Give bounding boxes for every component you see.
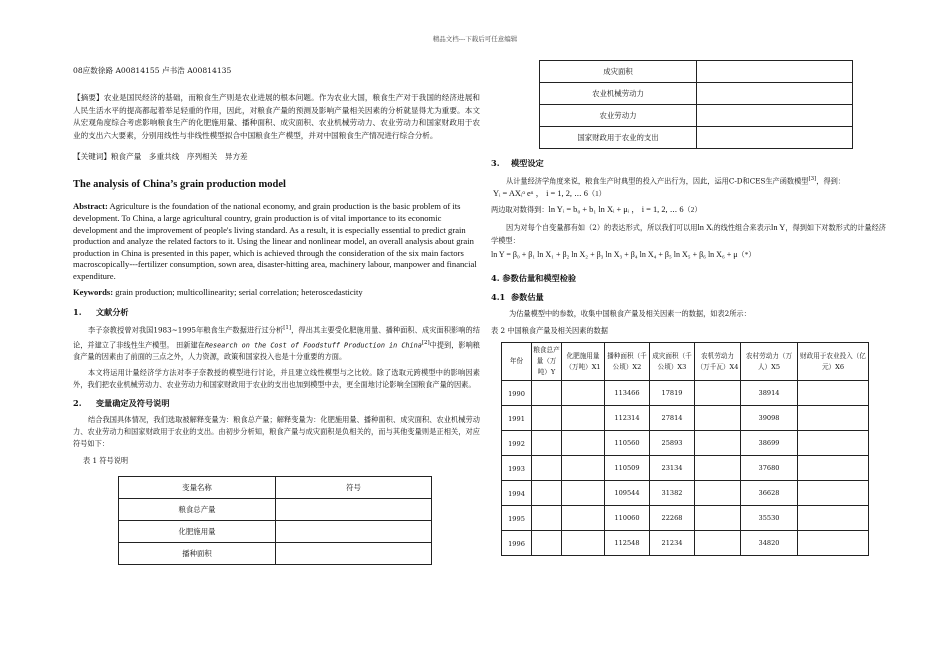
keywords-cn-text: 粮食产量 多重共线 序列相关 异方差 <box>110 152 248 162</box>
table-cell: 112314 <box>605 406 650 431</box>
equation-3 <box>491 248 891 262</box>
table-cell <box>562 456 605 481</box>
table-cell <box>276 520 432 542</box>
table-cell: 国家财政用于农业的支出 <box>540 127 697 149</box>
section-2-number: 2. <box>73 397 82 408</box>
table-row <box>502 456 869 481</box>
section-1-title: 文献分析 <box>95 307 129 318</box>
year-cell: 1991 <box>502 406 532 431</box>
authors-line: 08应数徐路 A00814155 卢书浩 A00814135 <box>73 66 232 75</box>
table-cell: 21234 <box>650 531 695 556</box>
table-header-cell: 符号 <box>276 476 432 498</box>
abstract-en-label: Abstract: <box>73 201 108 212</box>
table-row <box>540 61 853 83</box>
table-cell: 109544 <box>605 481 650 506</box>
table-2-caption: 表 2 中国粮食产量及相关因素的数据 <box>491 326 608 336</box>
s1p1-part-c: ，得出其主要受化肥施用量、播种面积、成灾面积影响的结论，并建立了非线性生产模型。 田新建在 <box>73 325 480 349</box>
table-cell <box>697 61 853 83</box>
table-cell: 25893 <box>650 431 695 456</box>
citation-3: [3] <box>808 176 817 182</box>
table-cell: 110509 <box>605 456 650 481</box>
section-4-heading <box>491 272 891 285</box>
header-watermark: 精品文档---下载后可任意编辑 <box>432 35 518 43</box>
s1p1-part-a: 李子奈教授曾对我国1983 <box>88 325 172 335</box>
table-cell <box>695 431 741 456</box>
section-4-title: 参数估量和模型检验 <box>502 273 577 284</box>
table-cell <box>532 406 562 431</box>
table-cell <box>798 406 869 431</box>
table-row <box>502 531 869 556</box>
table-cell <box>697 105 853 127</box>
table-cell <box>532 506 562 531</box>
equation-1 <box>491 187 891 201</box>
section-4-1-heading <box>491 291 891 304</box>
section-4-para: 为估量模型中的参数，收集中国粮食产量及相关因素一的数据，如表2所示： <box>509 309 751 319</box>
table-row <box>502 406 869 431</box>
table-cell: 34820 <box>741 531 798 556</box>
column-header: 农机劳动力（万千瓦）X4 <box>695 343 741 381</box>
table-1-caption: 表 1 符号说明 <box>83 455 129 465</box>
column-header: 粮食总产量（万吨）Y <box>532 343 562 381</box>
table-cell <box>276 498 432 520</box>
equation-2 <box>491 203 891 217</box>
inline-ln-y: ln Y <box>771 223 786 233</box>
table-cell <box>562 381 605 406</box>
column-header: 年份 <box>502 343 532 381</box>
equation-3-number: （*） <box>737 251 756 260</box>
equation-2-body: ln Yᵢ = b₀ + b₁ ln Xᵢ + μᵢ ， i = 1, 2, ⋯ 6 <box>548 205 684 215</box>
table-row <box>502 431 869 456</box>
year-cell: 1996 <box>502 531 532 556</box>
table-cell: 22268 <box>650 506 695 531</box>
table-cell: 113466 <box>605 381 650 406</box>
table-cell: 农业机械劳动力 <box>540 83 697 105</box>
right-column <box>491 60 891 556</box>
section-1-number: 1. <box>73 307 82 318</box>
table-cell <box>798 456 869 481</box>
table-cell: 39098 <box>741 406 798 431</box>
abstract-cn-text: 农业是国民经济的基础，而粮食生产则是农业进展的根本问题。作为农业大国，粮食生产对于我国的经济进展和人民生活水平的提高都起着举足轻重的作用，因此，对粮食产量的预测及影响产量相关因素的分析就显得尤为重要。本文从宏观角度综合考虑影响粮食生产的化肥施用量、播种面积、成灾面积、农业机械劳动力、农业劳动力和国家财政用于农业的支出六大要素，分别用线性与非线性模型拟合中国粮食生产模型，并对中国粮食生产情况进行综合分析。 <box>73 93 481 140</box>
section-2-para: 结合我国具体情况，我们选取被解释变量为：粮食总产量；解释变量为：化肥施用量、播种面积、成灾面积、农业机械劳动力、农业劳动力和国家财政用于农业的支出。由初步分析知，粮食产量与成灾面积是负相关的，而与其他变量则是正相关，对应符号如下： <box>73 414 480 448</box>
column-header: 农村劳动力（万人）X5 <box>741 343 798 381</box>
table-cell <box>798 531 869 556</box>
table-cell: 38699 <box>741 431 798 456</box>
year-cell: 1993 <box>502 456 532 481</box>
table-cell: 27814 <box>650 406 695 431</box>
equation-2-prefix: 两边取对数得到： <box>491 206 549 215</box>
table-row <box>119 476 432 498</box>
s1p1-part-b: 1995年粮食生产数据进行过分析 <box>177 325 284 335</box>
cited-title: Research on the Cost of Foodstuff Production in China <box>204 340 422 349</box>
section-3-title: 模型设定 <box>510 158 544 168</box>
table-cell: 37680 <box>741 456 798 481</box>
table-cell: 23134 <box>650 456 695 481</box>
table-cell: 35530 <box>741 506 798 531</box>
year-cell: 1994 <box>502 481 532 506</box>
table-row <box>540 105 853 127</box>
table-cell <box>532 431 562 456</box>
column-header: 财政用于农业投入（亿元）X6 <box>798 343 869 381</box>
year-cell: 1995 <box>502 506 532 531</box>
equation-3-body: ln Y = β₀ + β₁ ln X₁ + β₂ ln X₂ + β₃ ln X₃ + β₄ ln X₄ + β₅ ln X₅ + β₆ ln X₆ + μ <box>491 250 738 260</box>
column-header: 化肥施用量（万吨）X1 <box>562 343 605 381</box>
column-header: 成灾面积（千公顷）X3 <box>650 343 695 381</box>
table-cell <box>532 481 562 506</box>
table-cell <box>695 531 741 556</box>
section-3-number: 3. <box>491 158 500 168</box>
table-cell <box>562 406 605 431</box>
s3p2-part-b: 的线性组合来表示 <box>713 223 771 233</box>
section-3-para-1 <box>491 173 891 187</box>
keywords-en-text: grain production; multicollinearity; serial correlation; heteroscedasticity <box>115 286 363 297</box>
table-cell: 粮食总产量 <box>119 498 276 520</box>
abstract-en <box>73 201 480 282</box>
section-3-para-2 <box>491 221 891 247</box>
table-cell <box>798 506 869 531</box>
equation-1-number: （1） <box>587 190 606 199</box>
abstract-cn <box>73 92 480 142</box>
table-cell <box>798 381 869 406</box>
year-cell: 1990 <box>502 381 532 406</box>
table-cell <box>532 531 562 556</box>
table-cell <box>695 381 741 406</box>
abstract-cn-label: 【摘要】 <box>73 93 104 102</box>
year-cell: 1992 <box>502 431 532 456</box>
equation-2-number: （2） <box>683 206 702 215</box>
symbol-table-right <box>539 60 853 149</box>
table-row <box>502 381 869 406</box>
equation-1-body: Yᵢ = AXᵢᵅ eᵘ ， i = 1, 2, ⋯ 6 <box>493 189 588 199</box>
table-cell <box>562 481 605 506</box>
citation-2: [2] <box>421 339 430 346</box>
table-row <box>502 506 869 531</box>
table-cell <box>798 431 869 456</box>
table-cell <box>532 381 562 406</box>
table-cell: 化肥施用量 <box>119 520 276 542</box>
table-cell <box>697 83 853 105</box>
keywords-en-label: Keywords: <box>73 286 114 297</box>
grain-data-table <box>501 342 869 556</box>
table-cell: 110060 <box>605 506 650 531</box>
table-cell <box>562 431 605 456</box>
table-row <box>540 127 853 149</box>
section-1-para-1: 李子奈教授曾对我国1983~1995年粮食生产数据进行过分析[1]，得出其主要受化肥施用量、播种面积、成灾面积影响的结论，并建立了非线性生产模型。 田新建在Research on the Cost of Foodstuff Production in China[2]中提到，影响粮食产量的因素由了前面的三点之外，人力资源，政策和国家投入也是十分重要的方面。 <box>73 325 480 361</box>
left-column <box>73 64 480 565</box>
table-cell <box>697 127 853 149</box>
grain-data-body <box>502 381 869 556</box>
english-title: The analysis of China’s grain production model <box>73 179 286 191</box>
section-4-number: 4. <box>491 273 500 284</box>
s3p1-part-b: ，得到： <box>816 176 846 186</box>
citation-1: [1] <box>283 325 292 332</box>
table-cell: 36628 <box>741 481 798 506</box>
table-row <box>119 520 432 542</box>
section-3-heading <box>491 157 891 170</box>
s3p2-part-c: ，得到如下对数形式的计量经济学模型： <box>491 223 886 246</box>
keywords-cn <box>73 150 480 163</box>
s3p1-part-a: 从计量经济学角度来说，粮食生产时典型的投入产出行为，因此，运用C-D和CES生产函数模型 <box>506 176 809 186</box>
s1p1-part-d: 中提到，影响粮食产量的因素由了前面的三点之外，人力资源，政策和国家投入也是十分重要的方面。 <box>73 339 480 361</box>
table-cell <box>695 456 741 481</box>
table-row <box>119 498 432 520</box>
table-cell <box>532 456 562 481</box>
keywords-cn-label: 【关键词】 <box>73 152 111 162</box>
s3p2-part-a: 因为对每个自变量都有如（2）的表达形式，所以我们可以用 <box>506 223 698 233</box>
section-2-heading <box>73 397 480 410</box>
table-cell: 112548 <box>605 531 650 556</box>
table-cell: 播种面积 <box>119 542 276 564</box>
table-cell: 农业劳动力 <box>540 105 697 127</box>
section-4-1-number: 4.1 <box>491 292 506 303</box>
column-header: 播种面积（千公顷）X2 <box>605 343 650 381</box>
section-4-1-title: 参数估量 <box>510 292 544 303</box>
table-cell: 31382 <box>650 481 695 506</box>
table-header-row <box>502 343 869 381</box>
section-2-title: 变量确定及符号说明 <box>95 397 170 408</box>
inline-ln-x: ln Xᵢ <box>697 223 714 233</box>
table-cell <box>695 406 741 431</box>
table-cell <box>695 506 741 531</box>
table-header-cell: 变量名称 <box>119 476 276 498</box>
symbol-table-left <box>118 476 432 565</box>
table-cell: 成灾面积 <box>540 61 697 83</box>
table-cell <box>562 531 605 556</box>
table-cell: 110560 <box>605 431 650 456</box>
section-1-heading <box>73 306 480 319</box>
table-cell <box>798 481 869 506</box>
table-cell: 38914 <box>741 381 798 406</box>
keywords-en <box>73 287 480 299</box>
table-cell <box>562 506 605 531</box>
table-cell <box>276 542 432 564</box>
table-cell: 17819 <box>650 381 695 406</box>
table-row <box>119 542 432 564</box>
table-row <box>540 83 853 105</box>
section-1-para-2: 本文将运用计量经济学方法对李子奈教授的模型进行讨论，并且建立线性模型与之比较。除了选取元跨模型中的影响因素外，我们把农业机械劳动力、农业劳动力和国家财政用于农业的支出也加到模型中去，更全面地讨论影响全国粮食产量的因素。 <box>73 367 480 389</box>
table-cell <box>695 481 741 506</box>
table-row <box>502 481 869 506</box>
abstract-en-text: Agriculture is the foundation of the national economy, and grain production is the basic problem of its development. To China, a large agricultural country, grain production is of vital importance to its economic development and the improvement of people's living standard. As a result, it is especially essential to predict grain production and analyze the related factors to it. Using the linear and nonlinear model, an overall analysis about grain production in China is presented in this paper, which is achieved through the consideration of the six main factors macroscopically---fertilizer consumption, sown area, disaster-hitting area, machinery labour, manpower and financial expenditure. <box>73 201 477 281</box>
